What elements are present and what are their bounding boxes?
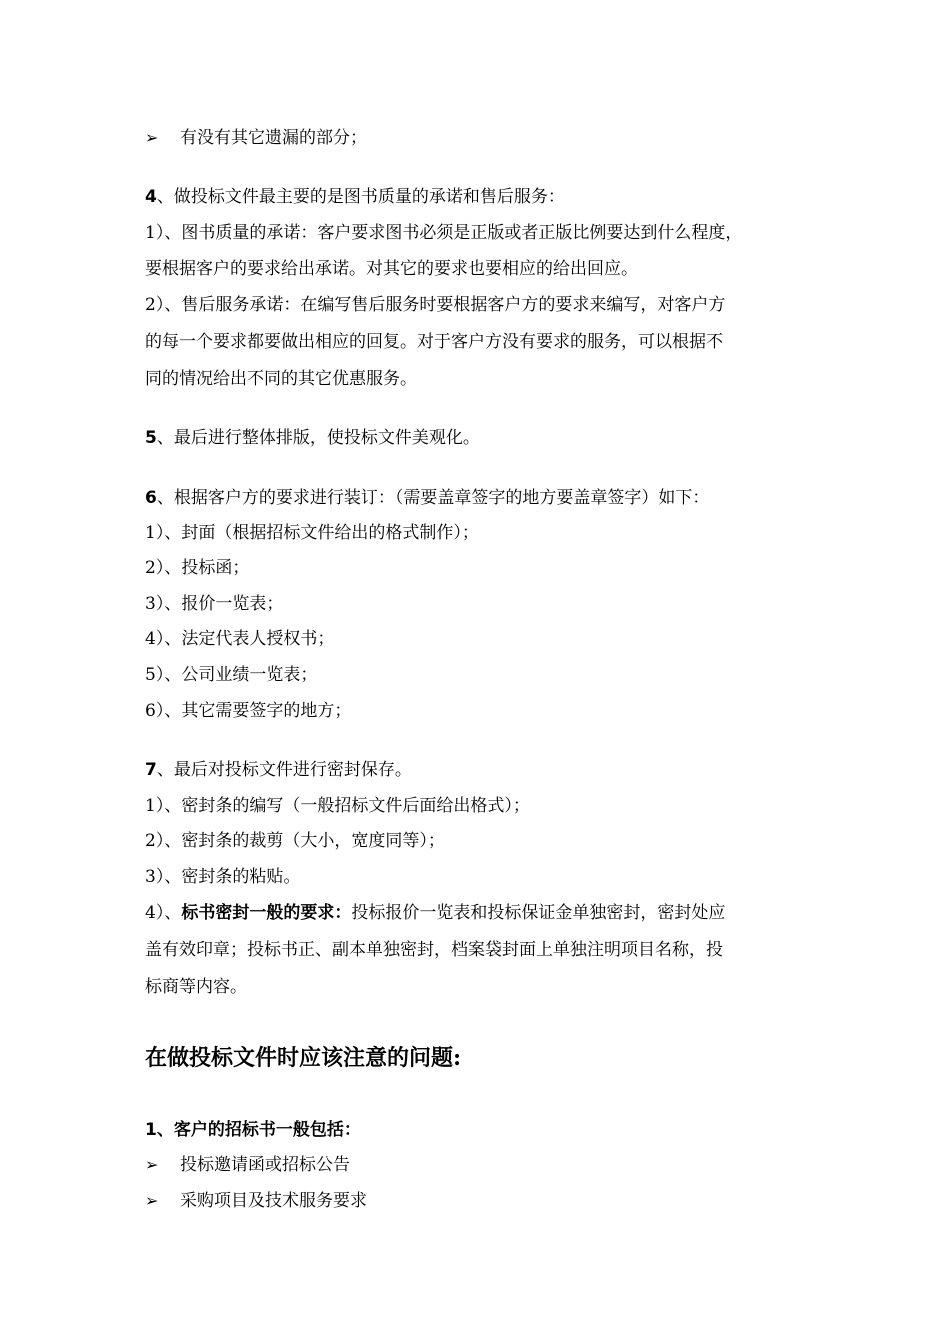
paragraph-line: 2）、售后服务承诺：在编写售后服务时要根据客户方的要求来编写，对客户方 [145,295,726,315]
list-item: 1）、封面（根据招标文件给出的格式制作）； [145,523,479,543]
list-item: 5）、公司业绩一览表； [145,665,318,685]
paragraph-line: 要根据客户的要求给出承诺。对其它的要求也要相应的给出回应。 [145,259,638,279]
paragraph-line: 标商等内容。 [145,977,247,997]
section-number: 4 [145,187,157,207]
bullet-arrow-icon: ➢ [145,1191,159,1210]
section-number: 1 [145,1120,157,1140]
bullet-item: 采购项目及技术服务要求 [180,1191,367,1211]
list-item: 6）、其它需要签字的地方； [145,701,352,721]
paragraph-line: 盖有效印章；投标书正、副本单独密封，档案袋封面上单独注明项目名称，投 [145,940,723,960]
section-number: 6 [145,488,157,508]
list-item: 4）、法定代表人授权书； [145,629,335,649]
section-6-title [145,488,825,508]
list-item: 1）、密封条的编写（一般招标文件后面给出格式）； [145,796,530,816]
list-item-text: 投标报价一览表和投标保证金单独密封，密封处应 [351,903,726,923]
list-item: 3）、报价一览表； [145,594,284,614]
section-title-text: 、最后对投标文件进行密封保存。 [156,760,412,780]
list-item: 2）、密封条的裁剪（大小，宽度同等）； [145,831,445,851]
section-number: 5 [145,428,157,448]
list-item: 2）、投标函； [145,558,250,578]
section-5-title [145,428,825,448]
section-heading: 在做投标文件时应该注意的问题: [145,1045,462,1071]
section-title-text: 、最后进行整体排版，使投标文件美观化。 [156,428,480,448]
section-title-text: 、根据客户方的要求进行装订：（需要盖章签字的地方要盖章签字）如下： [156,488,710,508]
section-number: 7 [145,760,157,780]
bullet-item: 有没有其它遗漏的部分； [180,128,367,148]
bullet-item: 投标邀请函或招标公告 [180,1155,350,1175]
section-7-title [145,760,825,780]
list-item-prefix: 4）、 [145,903,182,923]
list-item: 3）、密封条的粘贴。 [145,867,301,887]
section-title-text: 、做投标文件最主要的是图书质量的承诺和售后服务： [156,187,565,207]
section-title-text: 、客户的招标书一般包括： [156,1120,361,1140]
bullet-arrow-icon: ➢ [145,128,159,147]
section-4-title [145,187,825,207]
paragraph-line: 1）、图书质量的承诺：客户要求图书必须是正版或者正版比例要达到什么程度， [145,223,743,243]
bullet-arrow-icon: ➢ [145,1155,159,1174]
paragraph-line: 的每一个要求都要做出相应的回复。对于客户方没有要求的服务，可以根据不 [145,332,723,352]
bold-label: 标书密封一般的要求： [181,903,352,923]
list-item-sealing-requirements [145,903,825,923]
subsection-1-title [145,1120,825,1140]
paragraph-line: 同的情况给出不同的其它优惠服务。 [145,369,417,389]
